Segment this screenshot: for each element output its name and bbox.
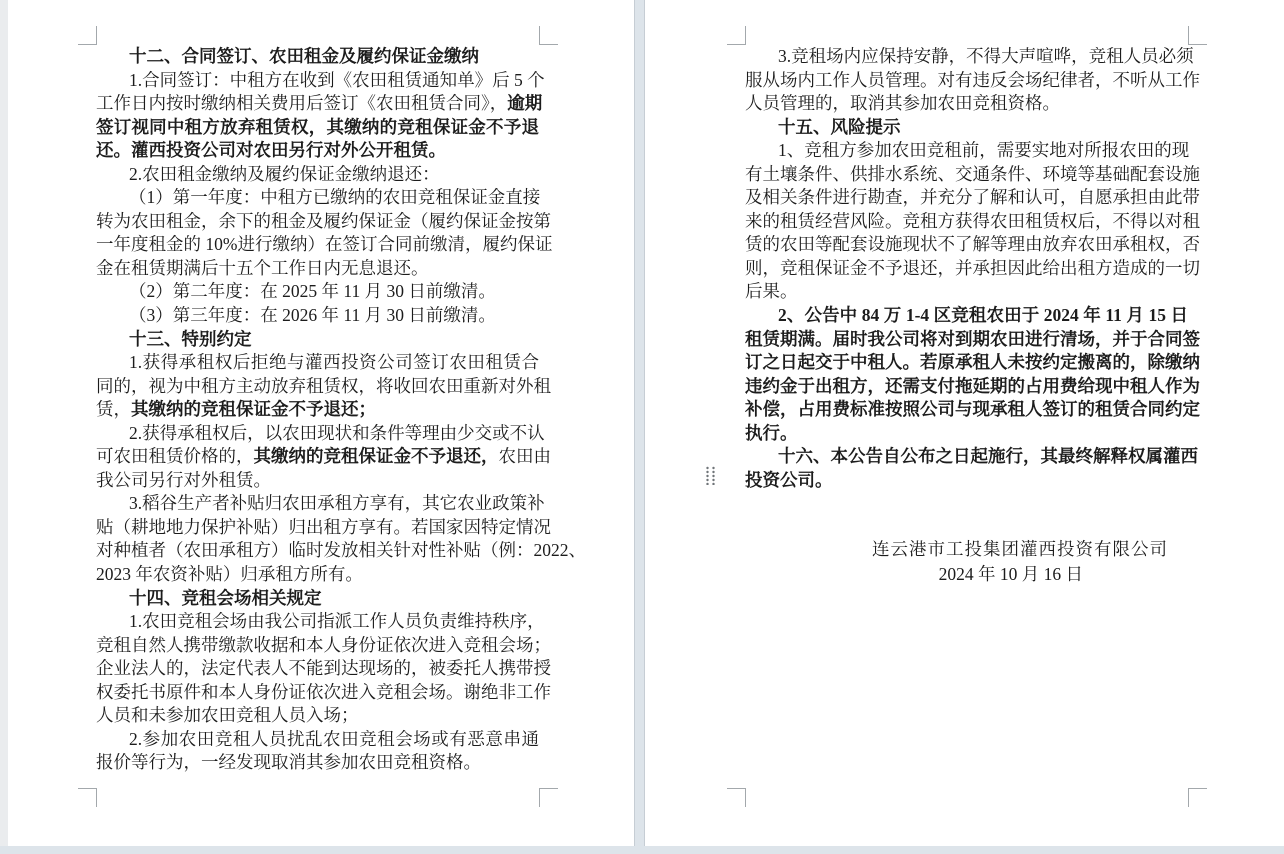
crop-mark-p2-top-right: [1188, 26, 1207, 45]
crop-mark-p1-top-left: [78, 26, 97, 45]
text-line: [96, 657, 551, 681]
text-run: 有土壤条件、供排水系统、交通条件、环境等基础配套设施: [745, 163, 1200, 184]
text-run-bold: 签订视同中租方放弃租赁权，其缴纳的竞租保证金不予退: [96, 116, 539, 137]
text-line: [96, 375, 551, 399]
text-line: [96, 257, 539, 281]
text-run-bold: 十五、风险提示: [778, 116, 901, 137]
text-line: [745, 210, 1200, 234]
text-run: 后果。: [745, 281, 798, 302]
text-line: [96, 233, 553, 257]
text-line: [96, 328, 539, 352]
canvas-left-margin: [0, 0, 8, 854]
text-run-bold: 违约金于出租方，还需支付拖延期的占用费给现中租人作为: [745, 375, 1200, 396]
text-run: （2）第二年度：在 2025 年 11 月 30 日前缴清。: [129, 281, 496, 302]
text-line: [96, 304, 539, 328]
text-run-bold: 逾期: [507, 93, 543, 114]
text-run: 农田由: [498, 446, 551, 467]
text-run: 3.稻谷生产者补贴归农田承租方享有，其它农业政策补: [129, 493, 545, 514]
text-column-1[interactable]: [96, 45, 586, 775]
text-line: [96, 422, 545, 446]
text-run: 一年度租金的 10%进行缴纳）在签订合同前缴清，履约保证: [96, 234, 553, 255]
text-line: [745, 257, 1200, 281]
text-line: [96, 116, 539, 140]
text-run: 赁的农田等配套设施现状不了解等理由放弃农田承租权，否: [745, 234, 1200, 255]
text-line: [745, 45, 1194, 69]
text-line: [745, 328, 1200, 352]
text-line: [96, 351, 539, 375]
text-line: [745, 186, 1200, 210]
text-run: 竞租自然人携带缴款收据和本人身份证依次进入竞租会场；: [96, 634, 551, 655]
text-run: 人员管理的，取消其参加农田竞租资格。: [745, 93, 1060, 114]
text-line: [96, 45, 539, 69]
crop-mark-p2-bottom-right: [1188, 788, 1207, 807]
canvas-bottom-margin: [0, 846, 1284, 854]
text-run: 转为农田租金，余下的租金及履约保证金（履约保证金按第: [96, 210, 551, 231]
text-line: [96, 492, 545, 516]
text-line: [96, 92, 543, 116]
text-run: 金在租赁期满后十五个工作日内无息退还。: [96, 257, 429, 278]
signature-block: [745, 537, 1188, 587]
text-run: 3.竞租场内应保持安静，不得大声喧哗，竞租人员必须: [778, 46, 1194, 66]
text-column-2[interactable]: [745, 45, 1200, 584]
text-run-bold: 补偿，占用费标准按照公司与现承租人签订的租赁合同约定: [745, 399, 1200, 420]
text-line: [96, 186, 539, 210]
text-run-bold: 投资公司。: [745, 469, 833, 490]
text-line: [96, 704, 539, 728]
text-run-bold: 十四、竞租会场相关规定: [129, 587, 322, 608]
signature-company: 连云港市工投集团灌西投资有限公司: [872, 539, 1168, 559]
text-line: [96, 69, 545, 93]
text-line: [96, 681, 551, 705]
text-line: [96, 728, 539, 752]
text-run: 赁，: [96, 399, 131, 420]
text-run-bold: 其缴纳的竞租保证金不予退还；: [131, 399, 376, 420]
text-run: 1.农田竞租会场由我公司指派工作人员负责维持秩序，: [129, 611, 545, 632]
text-line: [745, 163, 1200, 187]
crop-mark-p2-bottom-left: [727, 788, 746, 807]
text-line: [745, 69, 1200, 93]
text-line: [96, 163, 539, 187]
text-run: （1）第一年度：中租方已缴纳的农田竞租保证金直接: [129, 187, 541, 208]
crop-mark-p2-top-left: [727, 26, 746, 45]
text-run-bold: 租赁期满。届时我公司将对到期农田进行清场，并于合同签: [745, 328, 1200, 349]
text-line: [745, 139, 1188, 163]
text-run: 1.获得承租权后拒绝与灌西投资公司签订农田租赁合: [129, 352, 539, 373]
drag-handle-icon[interactable]: [705, 466, 716, 485]
text-run: 人员和未参加农田竞租人员入场；: [96, 705, 359, 726]
text-line: [745, 116, 1188, 140]
text-run: 可农田租赁价格的，: [96, 446, 254, 467]
text-line: [96, 563, 539, 587]
text-run: 1.合同签订：中租方在收到《农田租赁通知单》后 5 个: [129, 69, 545, 90]
text-line: [745, 375, 1200, 399]
text-run: 1、竞租方参加农田竞租前，需要实地对所报农田的现: [778, 140, 1190, 161]
text-run-bold: 十二、合同签订、农田租金及履约保证金缴纳: [129, 46, 479, 66]
crop-mark-p1-bottom-left: [78, 788, 97, 807]
text-run: 2.农田租金缴纳及履约保证金缴纳退还：: [129, 163, 440, 184]
text-run-bold: 2、公告中 84 万 1-4 区竞租农田于 2024 年 11 月 15 日: [778, 305, 1188, 326]
text-run: 我公司另行对外租赁。: [96, 469, 271, 490]
text-line: [96, 610, 545, 634]
text-line: [96, 445, 551, 469]
text-line: [96, 587, 539, 611]
text-line: [96, 751, 539, 775]
text-run: （3）第三年度：在 2026 年 11 月 30 日前缴清。: [129, 305, 496, 326]
text-line: [745, 304, 1188, 328]
text-line: [96, 398, 539, 422]
text-run: 则，竞租保证金不予退还，并承担因此给出租方造成的一切: [745, 257, 1200, 278]
text-run-bold: 执行。: [745, 422, 798, 443]
text-run: 贴（耕地地力保护补贴）归出租方享有。若国家因特定情况: [96, 516, 551, 537]
text-run: 同的，视为中租方主动放弃租赁权，将收回农田重新对外租: [96, 375, 551, 396]
text-line: [96, 469, 539, 493]
text-line: [745, 351, 1200, 375]
text-run-bold: 十三、特别约定: [129, 328, 252, 349]
text-line: [96, 516, 551, 540]
text-run: 2.获得承租权后，以农田现状和条件等理由少交或不认: [129, 422, 545, 443]
text-run: 来的租赁经营风险。竞租方获得农田租赁权后，不得以对租: [745, 210, 1200, 231]
text-run: 2023 年农资补贴）归承租方所有。: [96, 564, 363, 585]
text-line: [745, 280, 1188, 304]
text-line: [96, 634, 551, 658]
text-line: [96, 539, 586, 563]
text-run-bold: 十六、本公告自公布之日起施行，其最终解释权属灌西: [778, 446, 1198, 467]
signature-date: 2024 年 10 月 16 日: [938, 564, 1083, 584]
text-run: 报价等行为，一经发现取消其参加农田竞租资格。: [96, 752, 481, 773]
text-run: 工作日内按时缴纳相关费用后签订《农田租赁合同》，: [96, 93, 508, 114]
text-line: [745, 469, 1188, 493]
text-line: [745, 233, 1200, 257]
text-line: [96, 139, 539, 163]
text-line: [745, 398, 1200, 422]
text-run: 及相关条件进行勘查，并充分了解和认可，自愿承担由此带: [745, 187, 1200, 208]
crop-mark-p1-bottom-right: [539, 788, 558, 807]
crop-mark-p1-top-right: [539, 26, 558, 45]
text-run-bold: 还。灌西投资公司对农田另行对外公开租赁。: [96, 140, 446, 161]
text-run: 2.参加农田竞租人员扰乱农田竞租会场或有恶意串通: [129, 728, 539, 749]
text-run-bold: 订之日起交于中租人。若原承租人未按约定搬离的，除缴纳: [745, 352, 1200, 373]
text-run: 对种植者（农田承租方）临时发放相关针对性补贴（例：2022、: [96, 540, 586, 561]
text-line: [745, 445, 1198, 469]
text-run: 企业法人的，法定代表人不能到达现场的，被委托人携带授: [96, 658, 551, 679]
text-line: [96, 280, 539, 304]
text-run: 服从场内工作人员管理。对有违反会场纪律者，不听从工作: [745, 69, 1200, 90]
text-line: [745, 92, 1188, 116]
page-gap: [634, 0, 645, 846]
drag-handle-dots: [705, 466, 716, 485]
text-line: [745, 422, 1188, 446]
text-line: [96, 210, 551, 234]
text-run-bold: 其缴纳的竞租保证金不予退还，: [253, 446, 499, 467]
text-run: 权委托书原件和本人身份证依次进入竞租会场。谢绝非工作: [96, 681, 551, 702]
